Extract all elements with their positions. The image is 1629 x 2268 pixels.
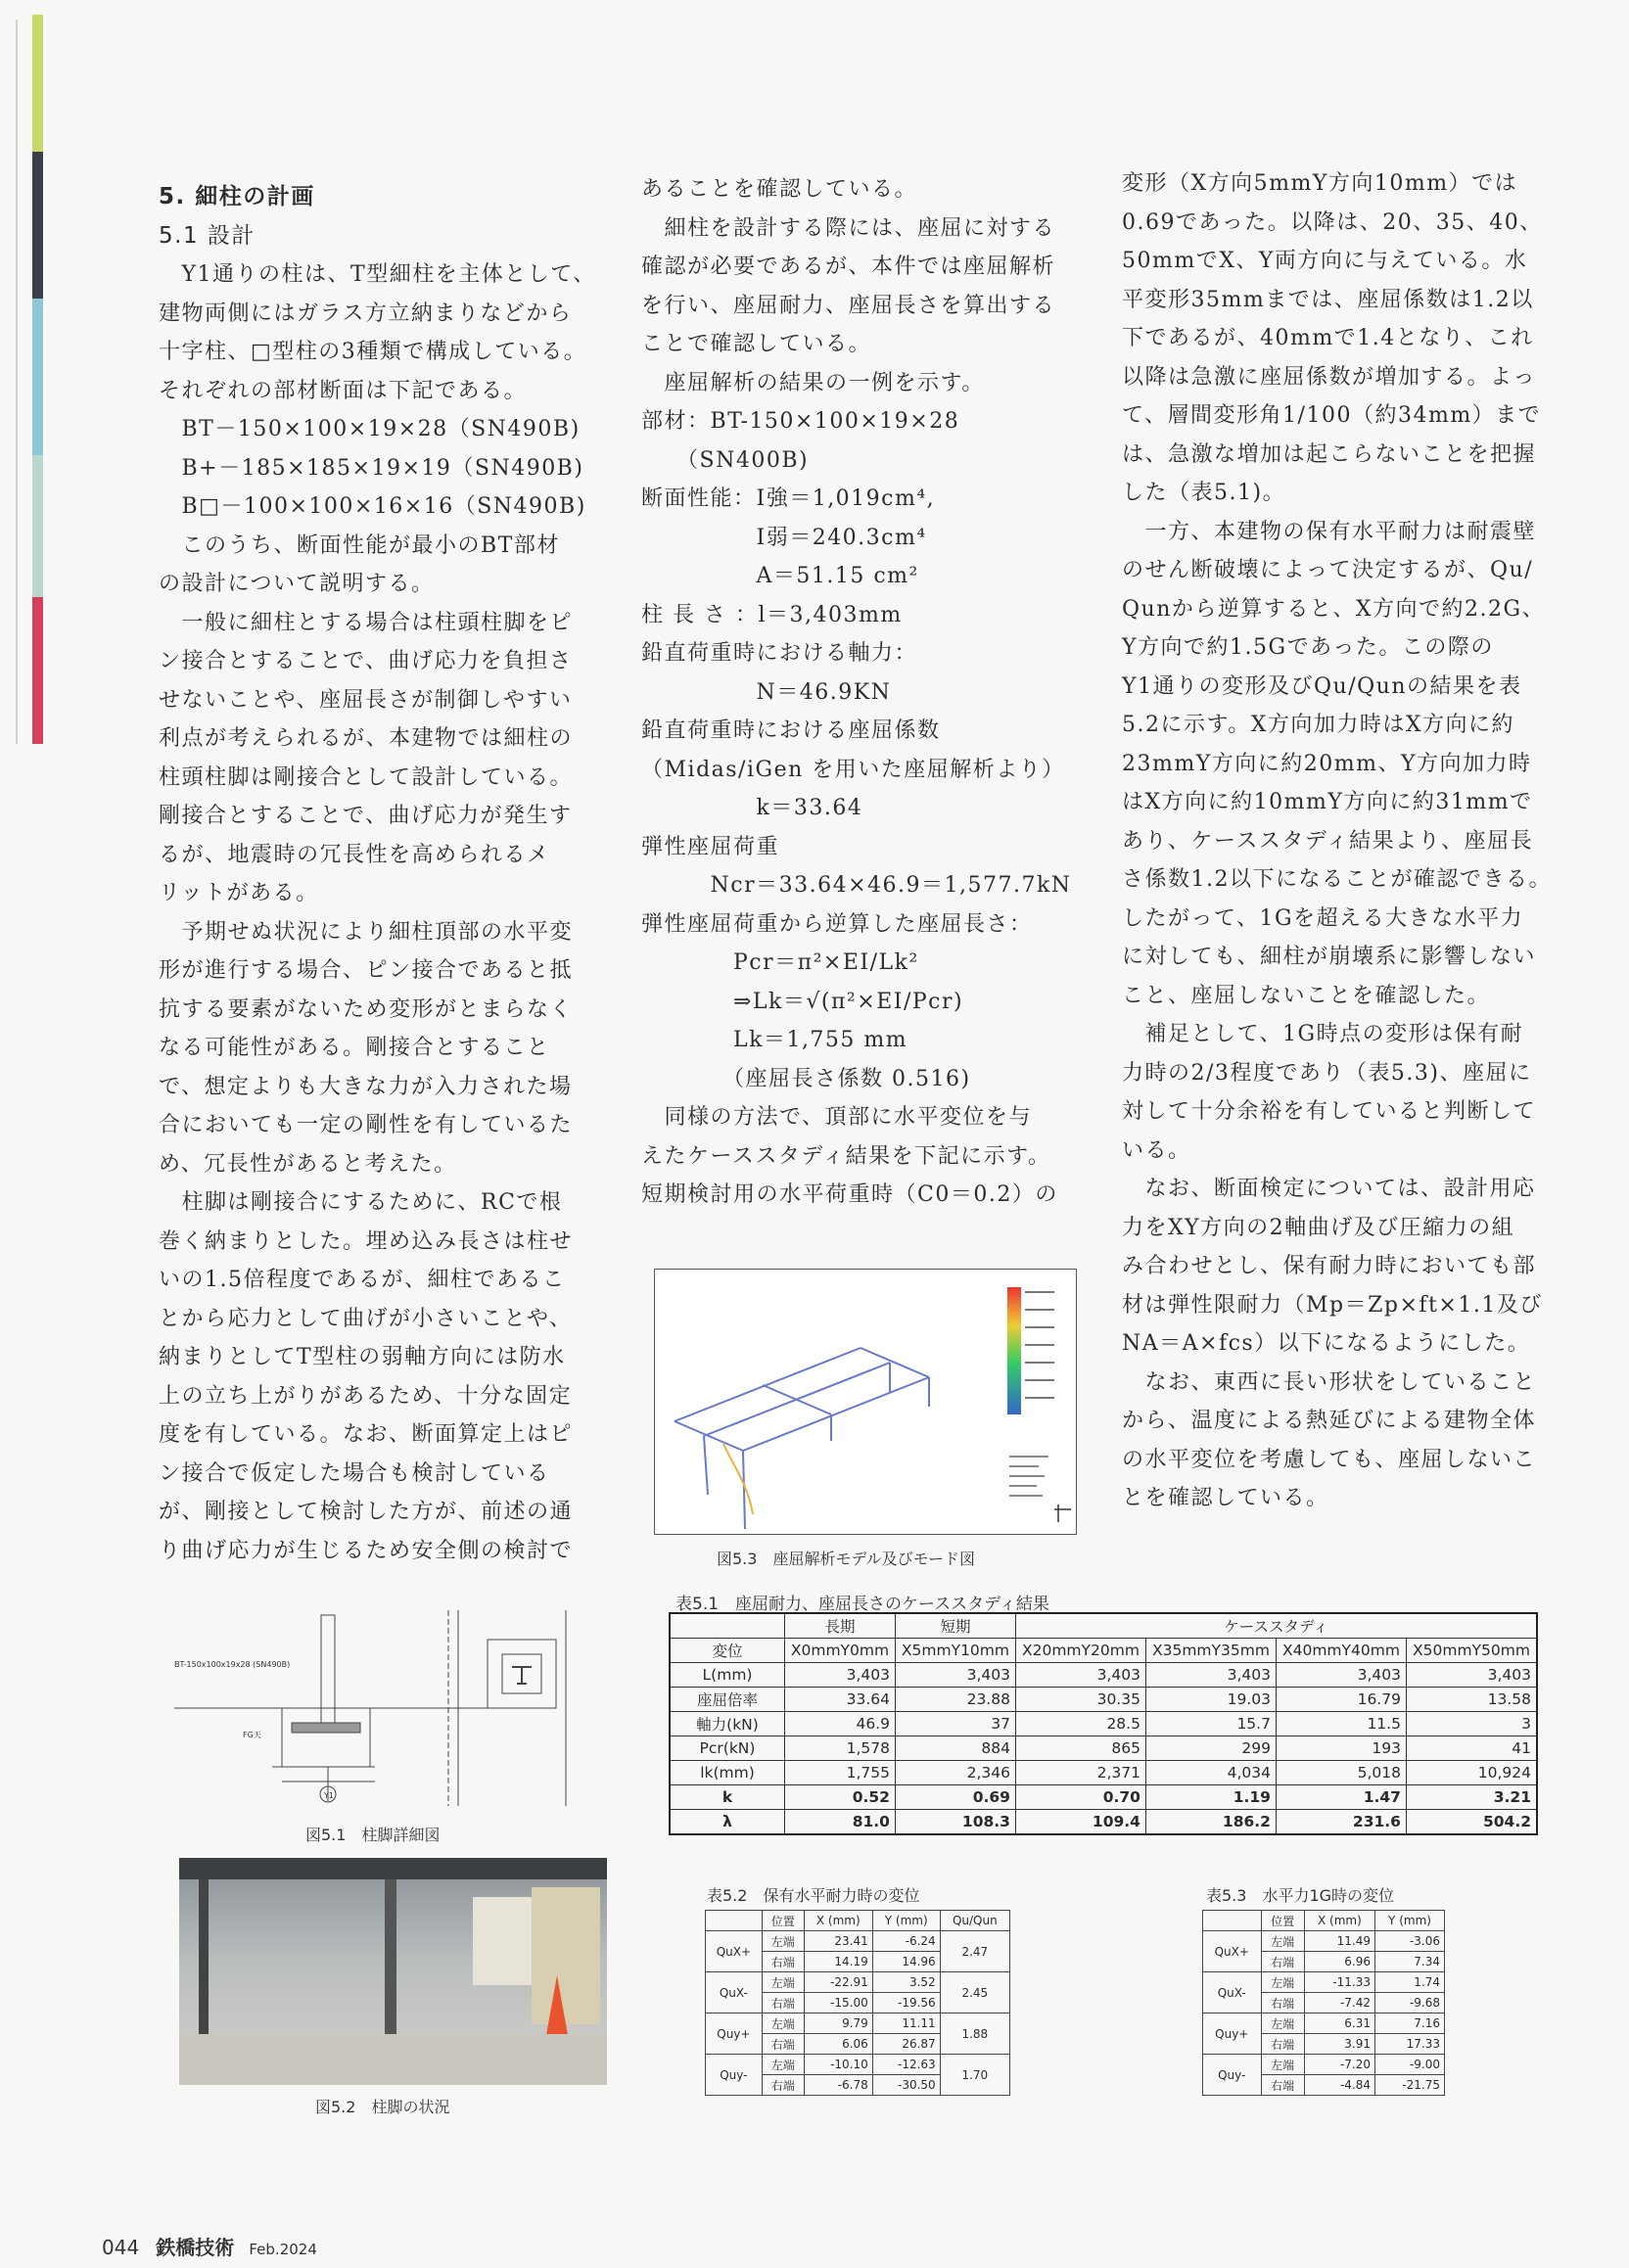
column-3-body <box>1122 164 1582 1518</box>
table-group-header: 長期 <box>785 1613 896 1639</box>
table-cell: 81.0 <box>785 1810 896 1835</box>
figure-5-3 <box>654 1269 1077 1535</box>
body-text-line: は、急激な増加は起こらないことを把握 <box>1122 441 1537 467</box>
table-row-header: 変位 <box>670 1639 785 1663</box>
body-text-line: み合わせとし、保有耐力時においても部 <box>1122 1254 1537 1278</box>
color-strip-4 <box>32 455 43 597</box>
table-cell: 17.33 <box>1375 2034 1445 2055</box>
table-row <box>1203 2055 1445 2075</box>
table-cell: -10.10 <box>804 2055 872 2075</box>
table-row <box>706 1931 1010 1952</box>
body-text-line: したがって、1Gを超える大きな水平力 <box>1122 905 1524 931</box>
table-position: 左端 <box>1261 2013 1304 2034</box>
table-5-2-title: 表5.2 保有水平耐力時の変位 <box>707 1886 920 1905</box>
table-cell: -19.56 <box>872 1993 940 2013</box>
body-text-line: 柱脚は剛接合にするために、RCで根 <box>159 1190 563 1215</box>
table-cell: 1,578 <box>785 1736 896 1761</box>
table-cell: 2,371 <box>1015 1761 1145 1785</box>
column-3 <box>1122 164 1582 1518</box>
body-text-line: A＝51.15 cm² <box>641 564 919 588</box>
table-row-label: L(mm) <box>670 1663 785 1688</box>
table-cell: 11.11 <box>872 2013 940 2034</box>
table-cell: -7.20 <box>1304 2055 1374 2075</box>
table-cell: 33.64 <box>785 1688 896 1712</box>
body-text-line: め、冗長性があると考えた。 <box>159 1151 457 1177</box>
table-cell: -22.91 <box>804 1972 872 1993</box>
body-text-line: 合においても一定の剛性を有しているた <box>159 1113 574 1137</box>
body-text-line: 以降は急激に座屈係数が増加する。よっ <box>1122 364 1537 390</box>
table-5-3-title: 表5.3 水平力1G時の変位 <box>1206 1886 1395 1905</box>
table-row <box>706 2013 1010 2034</box>
table-cell: 46.9 <box>785 1712 896 1736</box>
body-text-line: Pcr＝π²×EI/Lk² <box>641 950 919 975</box>
table-cell: 193 <box>1276 1736 1406 1761</box>
table-5-1-title: 表5.1 座屈耐力、座屈長さのケーススタディ結果 <box>675 1595 1049 1614</box>
table-group-label: Quy+ <box>1203 2013 1262 2055</box>
table-column-header: Y (mm) <box>1375 1911 1445 1931</box>
subsection-heading: 5.1 設計 <box>159 222 256 249</box>
table-cell: 28.5 <box>1015 1712 1145 1736</box>
section-heading: 5. 細柱の計画 <box>159 184 315 209</box>
body-text-line: I弱＝240.3cm⁴ <box>641 525 927 550</box>
table-position: 左端 <box>1261 2055 1304 2075</box>
body-text-line: 柱 長 さ ：l＝3,403mm <box>641 602 903 627</box>
body-text-line: （SN400B) <box>641 447 810 473</box>
body-text-line: 建物両側にはガラス方立納まりなどから <box>159 301 573 326</box>
body-text-line: はX方向に約10mmY方向に約31mmで <box>1122 790 1533 814</box>
body-text-line: ⇒Lk＝√(π²×EI/Pcr) <box>641 989 964 1014</box>
body-text-line: いる。 <box>1122 1137 1191 1163</box>
body-text-line: 弾性座屈荷重 <box>641 834 780 859</box>
table-cell: 14.96 <box>872 1952 940 1972</box>
body-text-line: 同様の方法で、頂部に水平変位を与 <box>641 1105 1033 1130</box>
table-cell: 3.91 <box>1304 2034 1374 2055</box>
table-cell: -3.06 <box>1375 1931 1445 1952</box>
table-position: 左端 <box>762 2013 804 2034</box>
table-row <box>670 1688 1537 1712</box>
floor-label: FG天 <box>243 1731 261 1739</box>
table-cell <box>1203 1911 1262 1931</box>
body-text-line: 力時の2/3程度であり（表5.3)、座屈に <box>1122 1060 1532 1086</box>
table-cell: 3,403 <box>1276 1663 1406 1688</box>
table-cell: 30.35 <box>1015 1688 1145 1712</box>
body-text-line: 細柱を設計する際には、座屈に対する <box>641 215 1056 241</box>
body-text-line: 度を有している。なお、断面算定上はピ <box>159 1422 574 1447</box>
table-cell: 16.79 <box>1276 1688 1406 1712</box>
color-strip-5 <box>32 597 43 744</box>
body-text-line: このうち、断面性能が最小のBT部材 <box>159 532 560 558</box>
color-strip-2 <box>32 152 43 299</box>
table-column-header: X50mmY50mm <box>1406 1639 1537 1663</box>
table-column-header: Qu/Qun <box>940 1911 1009 1931</box>
body-text-line: あることを確認している。 <box>641 177 918 202</box>
table-cell: -30.50 <box>872 2075 940 2096</box>
body-text-line: Y1通りの柱は、T型細柱を主体として、 <box>159 262 596 287</box>
body-text-line: のせん断破壊によって決定するが、Qu/ <box>1122 558 1534 582</box>
grid-y1-label: Y1 <box>324 1791 334 1800</box>
body-text-line: せないことや、座屈長さが制御しやすい <box>159 687 573 713</box>
journal-name: 鉄橋技術 <box>156 2236 235 2259</box>
body-text-line: それぞれの部材断面は下記である。 <box>159 378 528 403</box>
table-row <box>706 2055 1010 2075</box>
body-text-line: が、剛接として検討した方が、前述の通 <box>159 1500 574 1524</box>
table-cell: 26.87 <box>872 2034 940 2055</box>
figure-5-1-caption: 図5.1 柱脚詳細図 <box>305 1826 441 1844</box>
body-text-line: なお、断面検定については、設計用応 <box>1122 1177 1536 1201</box>
table-cell: 13.58 <box>1406 1688 1537 1712</box>
table-cell: 9.79 <box>804 2013 872 2034</box>
body-text-line: の水平変位を考慮しても、座屈しないこ <box>1122 1447 1537 1472</box>
table-row-label: λ <box>670 1810 785 1835</box>
body-text-line: 鉛直荷重時における軸力： <box>641 641 918 666</box>
body-text-line: 納まりとしてT型柱の弱軸方向には防水 <box>159 1345 566 1369</box>
body-text-line: 一般に細柱とする場合は柱頭柱脚をピ <box>159 610 574 635</box>
body-text-line: ン接合で仮定した場合も検討している <box>159 1460 550 1486</box>
body-text-line: 確認が必要であるが、本件では座屈解析 <box>641 255 1056 279</box>
body-text-line: 0.69であった。以降は、20、35、40、 <box>1122 209 1543 235</box>
body-text-line: 5.2に示す。X方向加力時はX方向に約 <box>1122 713 1515 737</box>
body-text-line: 部材：BT-150×100×19×28 <box>641 409 960 434</box>
body-text-line: から、温度による熱延びによる建物全体 <box>1122 1409 1537 1433</box>
body-text-line: に対しても、細柱が崩壊系に影響しない <box>1122 945 1537 969</box>
table-row <box>670 1712 1537 1736</box>
body-text-line: 柱頭柱脚は剛接合として設計している。 <box>159 764 574 790</box>
table-group-label: Quy- <box>706 2055 763 2096</box>
issue-date: Feb.2024 <box>249 2241 317 2258</box>
table-column-header: Y (mm) <box>872 1911 940 1931</box>
table-cell: 4,034 <box>1145 1761 1276 1785</box>
table-cell: 3.52 <box>872 1972 940 1993</box>
table-position: 右端 <box>1261 1952 1304 1972</box>
table-cell: 7.34 <box>1375 1952 1445 1972</box>
table-cell: 299 <box>1145 1736 1276 1761</box>
column-1-body <box>159 255 619 1570</box>
body-text-line: とを確認している。 <box>1122 1486 1329 1510</box>
body-text-line: ン接合とすることで、曲げ応力を負担さ <box>159 649 573 673</box>
table-cell: 1.19 <box>1145 1785 1276 1810</box>
buckling-model-diagram <box>655 1270 1076 1534</box>
table-cell: -4.84 <box>1304 2075 1374 2096</box>
table-position: 左端 <box>762 2055 804 2075</box>
body-text-line: Lk＝1,755 mm <box>641 1028 908 1052</box>
table-cell: 504.2 <box>1406 1810 1537 1835</box>
table-ratio: 2.47 <box>940 1931 1009 1972</box>
table-cell: -12.63 <box>872 2055 940 2075</box>
table-position: 左端 <box>1261 1931 1304 1952</box>
table-cell: 23.41 <box>804 1931 872 1952</box>
table-column-header: X (mm) <box>1304 1911 1374 1931</box>
column-2-body <box>641 170 1101 1215</box>
body-text-line: （座屈長さ係数 0.516) <box>641 1066 971 1091</box>
table-cell: 3,403 <box>1145 1663 1276 1688</box>
table-cell: 231.6 <box>1276 1810 1406 1835</box>
body-text-line: 抗する要素がないため変形がとまらなく <box>159 996 574 1022</box>
table-cell: 37 <box>895 1712 1015 1736</box>
column-base-detail-drawing <box>164 1610 605 1806</box>
table-cell: 3,403 <box>895 1663 1015 1688</box>
body-text-line: 下であるが、40mmで1.4となり、これ <box>1122 326 1534 350</box>
body-text-line: なお、東西に長い形状をしていること <box>1122 1369 1537 1395</box>
table-cell: -6.24 <box>872 1931 940 1952</box>
body-text-line: あり、ケーススタディ結果より、座屈長 <box>1122 828 1534 854</box>
table-position: 左端 <box>762 1931 804 1952</box>
body-text-line: 鉛直荷重時における座屈係数 <box>641 718 941 743</box>
table-position: 右端 <box>762 1952 804 1972</box>
body-text-line: ことで確認している。 <box>641 332 872 356</box>
table-column-header: X35mmY35mm <box>1145 1639 1276 1663</box>
table-row <box>670 1663 1537 1688</box>
table-cell: 0.69 <box>895 1785 1015 1810</box>
table-position: 右端 <box>1261 1993 1304 2013</box>
table-cell: 15.7 <box>1145 1712 1276 1736</box>
table-position: 右端 <box>1261 2075 1304 2096</box>
body-text-line: Qunから逆算すると、X方向で約2.2G、 <box>1122 596 1546 622</box>
page-edge-line <box>16 20 18 744</box>
table-row <box>1203 1931 1445 1952</box>
table-cell: 3,403 <box>785 1663 896 1688</box>
table-group-label: Quy+ <box>706 2013 763 2055</box>
body-text-line: NA＝A×fcs）以下になるようにした。 <box>1122 1331 1531 1356</box>
table-position: 右端 <box>1261 2034 1304 2055</box>
table-group-label: QuX+ <box>706 1931 763 1972</box>
table-group-header: ケーススタディ <box>1015 1613 1537 1639</box>
table-group-label: QuX- <box>706 1972 763 2013</box>
body-text-line: とから応力として曲げが小さいことや、 <box>159 1306 573 1331</box>
table-cell: -6.78 <box>804 2075 872 2096</box>
body-text-line: さ係数1.2以下になることが確認できる。 <box>1122 867 1552 892</box>
table-5-3 <box>1202 1910 1445 2096</box>
table-position: 左端 <box>1261 1972 1304 1993</box>
table-cell: -11.33 <box>1304 1972 1374 1993</box>
body-text-line: 上の立ち上がりがあるため、十分な固定 <box>159 1383 573 1409</box>
body-text-line: 変形（X方向5mmY方向10mm）では <box>1122 171 1518 196</box>
body-text-line: で、想定よりも大きな力が入力された場 <box>159 1074 573 1099</box>
table-row <box>670 1810 1537 1835</box>
body-text-line: 弾性座屈荷重から逆算した座屈長さ： <box>641 911 1033 937</box>
table-column-header: X0mmY0mm <box>785 1639 896 1663</box>
table-cell: 7.16 <box>1375 2013 1445 2034</box>
table-column-header: X5mmY10mm <box>895 1639 1015 1663</box>
table-cell: 1.47 <box>1276 1785 1406 1810</box>
body-text-line: いの1.5倍程度であるが、細柱であるこ <box>159 1268 566 1292</box>
table-cell: 23.88 <box>895 1688 1015 1712</box>
body-text-line: 材は弾性限耐力（Mp＝Zp×ft×1.1及び <box>1122 1292 1543 1318</box>
body-text-line: BT－150×100×19×28（SN490B) <box>159 417 581 441</box>
table-cell: 3,403 <box>1406 1663 1537 1688</box>
table-position: 左端 <box>762 1972 804 1993</box>
table-cell: 0.52 <box>785 1785 896 1810</box>
table-cell: 865 <box>1015 1736 1145 1761</box>
table-cell: -9.68 <box>1375 1993 1445 2013</box>
table-cell: 6.96 <box>1304 1952 1374 1972</box>
color-strip-3 <box>32 299 43 455</box>
table-row-label: 軸力(kN) <box>670 1712 785 1736</box>
table-cell: 14.19 <box>804 1952 872 1972</box>
body-text-line: （Midas/iGen を用いた座屈解析より） <box>641 757 1065 782</box>
table-cell: 3.21 <box>1406 1785 1537 1810</box>
body-text-line: こと、座屈しないことを確認した。 <box>1122 983 1491 1008</box>
body-text-line: 利点が考えられるが、本建物では細柱の <box>159 726 574 751</box>
table-row <box>706 1972 1010 1993</box>
table-group-header: 短期 <box>895 1613 1015 1639</box>
body-text-line: Y1通りの変形及びQu/Qunの結果を表 <box>1122 673 1522 699</box>
table-row <box>670 1761 1537 1785</box>
table-row <box>670 1785 1537 1810</box>
figure-5-1 <box>164 1610 605 1806</box>
table-cell: 0.70 <box>1015 1785 1145 1810</box>
table-row-label: k <box>670 1785 785 1810</box>
table-5-1 <box>669 1612 1538 1835</box>
body-text-line: るが、地震時の冗長性を高められるメ <box>159 842 550 867</box>
table-ratio: 1.70 <box>940 2055 1009 2096</box>
table-column-header: X40mmY40mm <box>1276 1639 1406 1663</box>
page-number: 044 <box>102 2236 140 2259</box>
body-text-line: 平変形35mmまでは、座屈係数は1.2以 <box>1122 287 1534 312</box>
body-text-line: 短期検討用の水平荷重時（C0＝0.2）の <box>641 1182 1058 1207</box>
table-row-label: 座屈倍率 <box>670 1688 785 1712</box>
table-cell: 884 <box>895 1736 1015 1761</box>
column-1 <box>159 178 619 1570</box>
table-cell: 108.3 <box>895 1810 1015 1835</box>
table-position: 右端 <box>762 2075 804 2096</box>
table-column-header: X20mmY20mm <box>1015 1639 1145 1663</box>
table-cell: 10,924 <box>1406 1761 1537 1785</box>
body-text-line: えたケーススタディ結果を下記に示す。 <box>641 1143 1051 1169</box>
table-row-label: lk(mm) <box>670 1761 785 1785</box>
figure-5-3-caption: 図5.3 座屈解析モデル及びモード図 <box>717 1550 976 1568</box>
table-row-label: Pcr(kN) <box>670 1736 785 1761</box>
table-group-label: Quy- <box>1203 2055 1262 2096</box>
table-cell: 11.5 <box>1276 1712 1406 1736</box>
body-text-line: した（表5.1)。 <box>1122 481 1286 505</box>
table-cell: 41 <box>1406 1736 1537 1761</box>
table-cell: 2,346 <box>895 1761 1015 1785</box>
table-cell: 1.74 <box>1375 1972 1445 1993</box>
table-cell: 186.2 <box>1145 1810 1276 1835</box>
figure-5-2-caption: 図5.2 柱脚の状況 <box>315 2098 450 2116</box>
body-text-line: 形が進行する場合、ピン接合であると抵 <box>159 958 574 983</box>
table-cell: -21.75 <box>1375 2075 1445 2096</box>
table-cell: 109.4 <box>1015 1810 1145 1835</box>
body-text-line: B□－100×100×16×16（SN490B) <box>159 494 586 519</box>
table-cell: 3 <box>1406 1712 1537 1736</box>
member-label: BT-150x100x19x28 (SN490B) <box>174 1660 291 1669</box>
table-cell <box>670 1613 785 1639</box>
table-column-header: X (mm) <box>804 1911 872 1931</box>
body-text-line: 対して十分余裕を有していると判断して <box>1122 1099 1537 1124</box>
body-text-line: Ncr＝33.64×46.9＝1,577.7kN <box>641 873 1072 898</box>
table-5-2 <box>705 1910 1010 2096</box>
body-text-line: り曲げ応力が生じるため安全側の検討で <box>159 1538 574 1563</box>
table-cell: 3,403 <box>1015 1663 1145 1688</box>
body-text-line: 巻く納まりとした。埋め込み長さは柱せ <box>159 1228 574 1254</box>
body-text-line: て、層間変形角1/100（約34mm）まで <box>1122 403 1542 428</box>
table-row <box>1203 1972 1445 1993</box>
body-text-line: 力をXY方向の2軸曲げ及び圧縮力の組 <box>1122 1215 1515 1240</box>
body-text-line: 予期せぬ状況により細柱頂部の水平変 <box>159 919 574 945</box>
table-position: 右端 <box>762 2034 804 2055</box>
body-text-line: なる可能性がある。剛接合とすること <box>159 1036 550 1060</box>
table-cell: -9.00 <box>1375 2055 1445 2075</box>
table-row <box>1203 2013 1445 2034</box>
body-text-line: 断面性能：I強＝1,019cm⁴, <box>641 486 936 511</box>
body-text-line: 補足として、1G時点の変形は保有耐 <box>1122 1022 1524 1046</box>
body-text-line: B+－185×185×19×19（SN490B) <box>159 455 584 481</box>
body-text-line: を行い、座屈耐力、座屈長さを算出する <box>641 293 1056 318</box>
table-cell: 11.49 <box>1304 1931 1374 1952</box>
table-ratio: 1.88 <box>940 2013 1009 2055</box>
table-cell: -7.42 <box>1304 1993 1374 2013</box>
table-cell: 6.06 <box>804 2034 872 2055</box>
table-column-header: 位置 <box>1261 1911 1304 1931</box>
body-text-line: 23mmY方向に約20mm、Y方向加力時 <box>1122 751 1532 776</box>
table-cell: -15.00 <box>804 1993 872 2013</box>
body-text-line: 剛接合とすることで、曲げ応力が発生す <box>159 804 573 828</box>
body-text-line: N＝46.9KN <box>641 679 892 705</box>
figure-5-2-photo <box>179 1858 607 2085</box>
body-text-line: 50mmでX、Y両方向に与えている。水 <box>1122 249 1528 273</box>
body-text-line: 十字柱、□型柱の3種類で構成している。 <box>159 340 587 364</box>
body-text-line: Y方向で約1.5Gであった。この際の <box>1122 635 1494 660</box>
table-ratio: 2.45 <box>940 1972 1009 2013</box>
page-footer <box>102 2232 317 2260</box>
color-strip-1 <box>32 15 43 152</box>
table-group-label: QuX+ <box>1203 1931 1262 1972</box>
body-text-line: k＝33.64 <box>641 796 863 820</box>
body-text-line: の設計について説明する。 <box>159 572 435 596</box>
table-position: 右端 <box>762 1993 804 2013</box>
table-cell: 19.03 <box>1145 1688 1276 1712</box>
table-group-label: QuX- <box>1203 1972 1262 2013</box>
table-column-header: 位置 <box>762 1911 804 1931</box>
body-text-line: 座屈解析の結果の一例を示す。 <box>641 370 985 395</box>
table-row <box>670 1736 1537 1761</box>
body-text-line: リットがある。 <box>159 881 319 905</box>
table-cell: 1,755 <box>785 1761 896 1785</box>
column-2 <box>641 170 1101 1215</box>
table-cell <box>706 1911 763 1931</box>
table-cell: 5,018 <box>1276 1761 1406 1785</box>
table-cell: 6.31 <box>1304 2013 1374 2034</box>
body-text-line: 一方、本建物の保有水平耐力は耐震壁 <box>1122 519 1537 544</box>
